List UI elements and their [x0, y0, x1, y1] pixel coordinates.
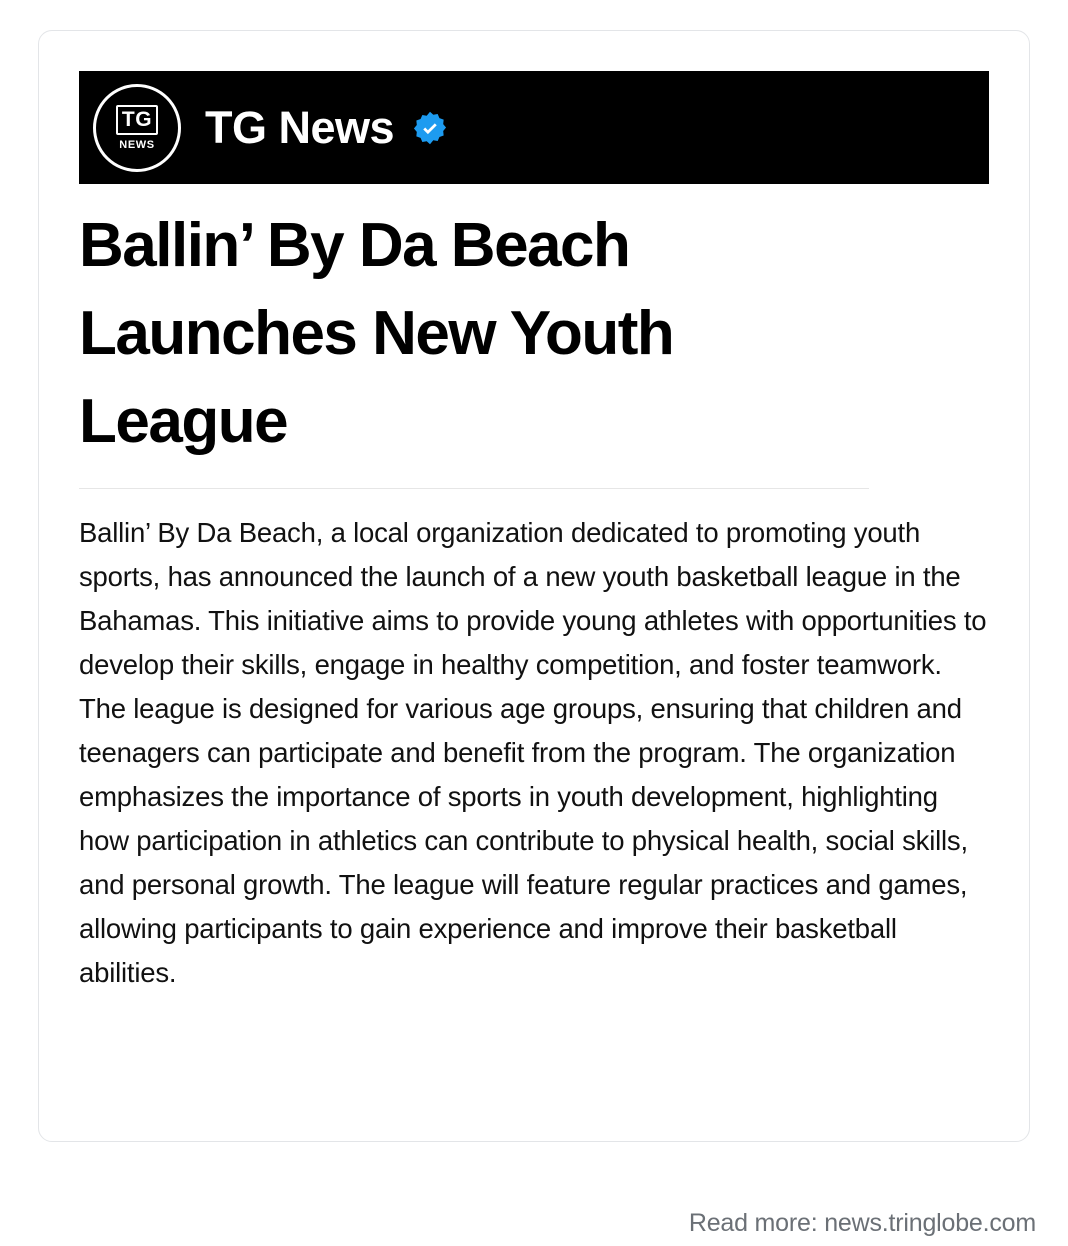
- tg-news-logo: [93, 84, 181, 172]
- brand-name: TG News: [205, 101, 395, 153]
- brand-header: [79, 71, 989, 184]
- read-more-footer: Read more: news.tringlobe.com: [688, 1209, 1036, 1237]
- verified-badge-icon: [412, 110, 448, 146]
- page-title: Ballin’ By Da Beach Launches New Youth League: [79, 202, 869, 489]
- logo-subtitle: NEWS: [119, 138, 155, 151]
- article-body: Ballin’ By Da Beach, a local organization dedicated to promoting youth sports, has announced the launch of a new youth basketball league in the Bahamas. This initiative aims to provide young athletes with opportunities to develop their skills, engage in healthy competition, and foster teamwork. The league is designed for various age groups, ensuring that children and teenagers can participate and benefit from the program. The organization emphasizes the importance of sports in youth development, highlighting how participation in athletics can contribute to physical health, social skills, and personal growth. The league will feature regular practices and games, allowing participants to gain experience and improve their basketball abilities.: [79, 517, 987, 989]
- article-card: [38, 30, 1030, 1142]
- logo-monogram: TG: [116, 105, 158, 135]
